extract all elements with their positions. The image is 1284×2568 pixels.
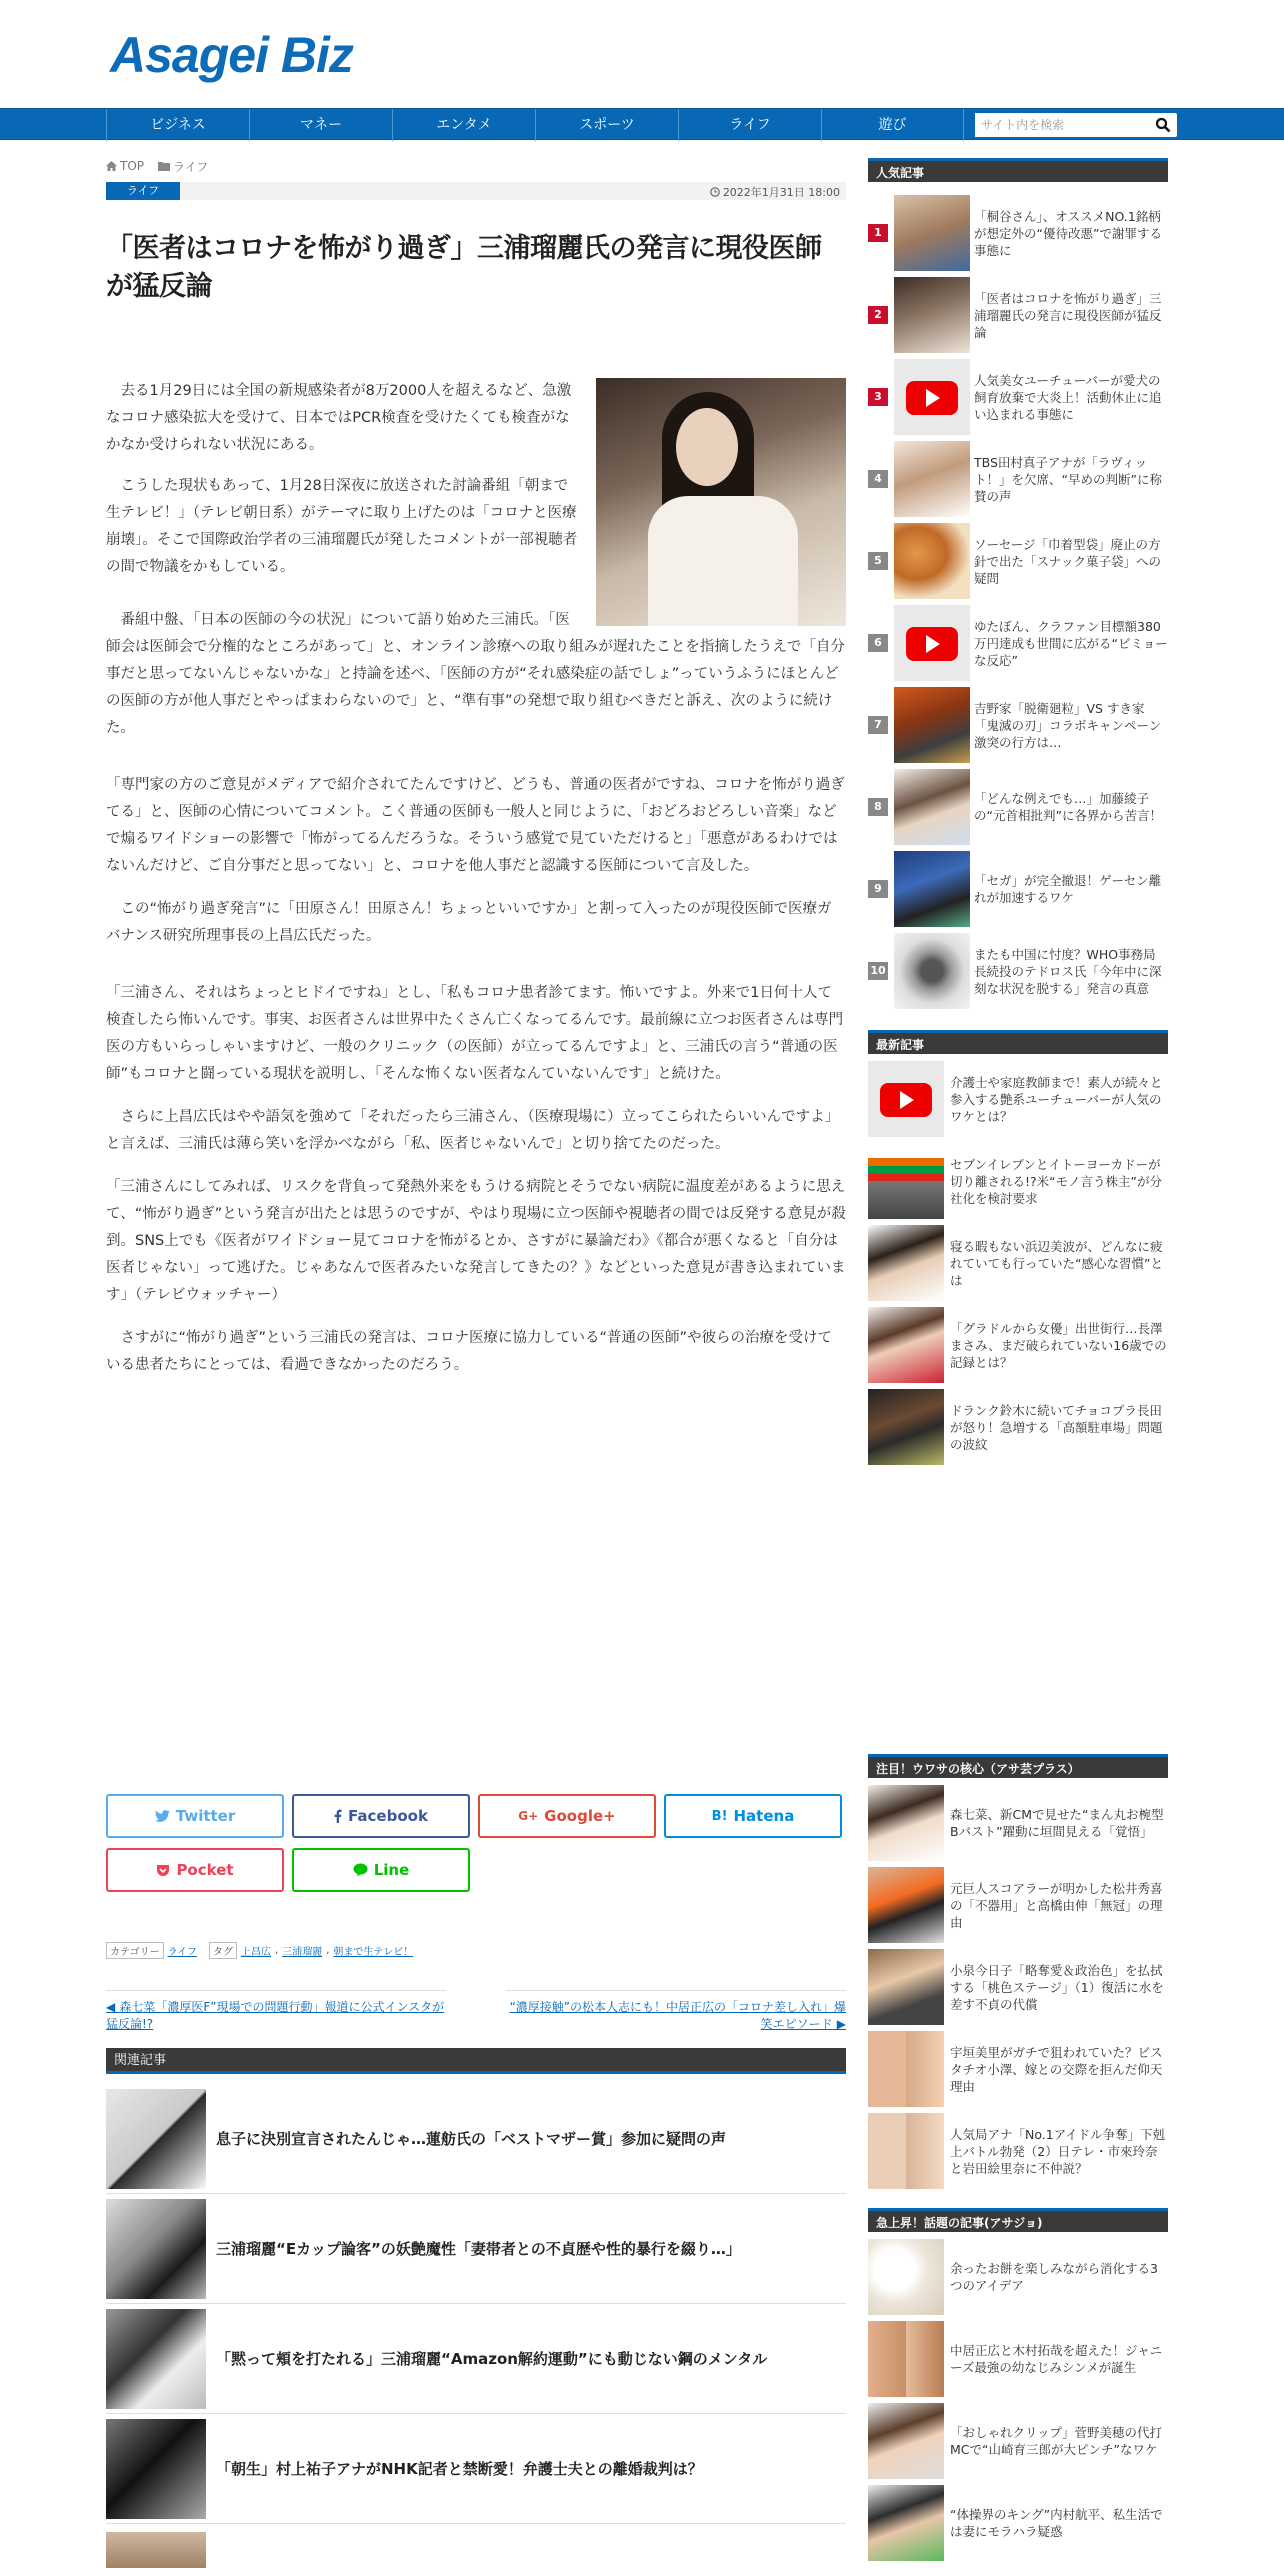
share-twitter-label: Twitter — [175, 1807, 236, 1825]
sidebar-latest — [868, 1030, 1168, 1468]
latest-thumbnail — [868, 1225, 944, 1301]
latest-item[interactable] — [868, 1058, 1168, 1140]
ranking-item[interactable] — [868, 684, 1168, 766]
article-body — [106, 378, 846, 1379]
ranking-title: TBS田村真子アナが「ラヴィット！」を欠席、“早めの判断”に称賛の声 — [974, 454, 1162, 504]
tag-label: タグ — [209, 1942, 237, 1959]
featured-title: 人気局アナ「No.1アイドル争奪」下剋上バトル勃発（2）日テレ・市來玲奈と岩田絵里奈に不仲説？ — [950, 2126, 1166, 2176]
ranking-thumbnail — [894, 441, 970, 517]
trending-thumbnail — [868, 2321, 944, 2397]
ranking-title: 「桐谷さん」、オススメNO.1銘柄が想定外の“優待改悪”で謝罪する事態に — [974, 208, 1162, 258]
ranking-title: 人気美女ユーチューバーが愛犬の飼育放棄で大炎上！活動休止に追い込まれる事態に — [974, 372, 1162, 422]
sidebar-featured — [868, 1754, 1168, 2192]
category-link[interactable]: ライフ — [167, 1947, 198, 1958]
trending-title: 「おしゃれクリップ」菅野美穂の代打MCで“山崎育三郎が大ピンチ”なワケ — [950, 2425, 1163, 2457]
twitter-icon — [155, 1810, 170, 1823]
rank-number: 9 — [868, 880, 888, 898]
featured-item[interactable] — [868, 2028, 1168, 2110]
article-paragraph: 「三浦さん、それはちょっとヒドイですね」とし、「私もコロナ患者診てます。怖いですよ。外来で1日何十人て検査したら怖いんです。事実、お医者さんは世界中たくさん亡くなってるんです。最前線に立つお医者さんは専門医の方もいらっしゃいますけど、一般のクリニック（の医師）が立ってるんですよ」と、三浦氏の言う“普通の医師”もコロナと闘っている現状を説明し、「そんな怖くない医者なんていないんです」と続けた。 — [106, 985, 844, 1082]
related-item[interactable] — [106, 2304, 846, 2414]
trending-thumbnail — [868, 2485, 944, 2561]
related-item[interactable] — [106, 2084, 846, 2194]
rank-number: 10 — [868, 962, 888, 980]
trending-item[interactable] — [868, 2236, 1168, 2318]
trending-thumbnail — [868, 2239, 944, 2315]
article-tags: カテゴリー ライフ タグ 上昌広 , 三浦瑠麗 , 朝まで生テレビ！ — [106, 1942, 413, 1959]
featured-item[interactable] — [868, 1864, 1168, 1946]
ranking-title: 「セガ」が完全撤退！ゲーセン離れが加速するワケ — [974, 873, 1162, 905]
category-badge[interactable]: ライフ — [106, 182, 180, 200]
trending-item[interactable] — [868, 2400, 1168, 2482]
tag-link[interactable]: 上昌広 — [241, 1947, 272, 1958]
article-paragraph: さらに上昌広氏はやや語気を強めて「それだったら三浦さん、（医療現場に）立ってこられたらいいんですよ」と言えば、三浦氏は薄ら笑いを浮かべながら「私、医者じゃないんで」と切り捨てたのだった。 — [106, 1109, 840, 1152]
related-thumbnail — [106, 2199, 206, 2299]
article-meta — [106, 182, 846, 200]
ranking-item[interactable] — [868, 602, 1168, 684]
youtube-icon — [868, 1061, 944, 1137]
featured-item[interactable] — [868, 2110, 1168, 2192]
related-thumbnail — [106, 2532, 206, 2568]
ranking-title: またも中国に忖度？WHO事務局長続投のテドロス氏「今年中に深刻な状況を脱する」発言の真意 — [974, 946, 1162, 996]
ranking-item[interactable] — [868, 520, 1168, 602]
nav-item-play[interactable]: 遊び — [821, 109, 964, 141]
search-input[interactable] — [975, 113, 1145, 137]
ranking-item[interactable] — [868, 438, 1168, 520]
ranking-title: 吉野家「脱衛廻粒」VS すき家「鬼滅の刃」コラボキャンペーン激突の行方は… — [974, 700, 1162, 750]
share-google-button[interactable] — [478, 1794, 656, 1838]
popular-heading: 人気記事 — [868, 158, 1168, 182]
rank-number: 5 — [868, 552, 888, 570]
latest-thumbnail — [868, 1307, 944, 1383]
ranking-title: ソーセージ「巾着型袋」廃止の方針で出た「スナック菓子袋」への疑問 — [974, 536, 1162, 586]
rank-number: 3 — [868, 388, 888, 406]
latest-thumbnail — [868, 1389, 944, 1465]
rank-number: 4 — [868, 470, 888, 488]
nav-item-money[interactable]: マネー — [249, 109, 392, 141]
ranking-title: 「医者はコロナを怖がり過ぎ」三浦瑠麗氏の発言に現役医師が猛反論 — [974, 290, 1162, 340]
ranking-thumbnail — [894, 195, 970, 271]
breadcrumb-category[interactable] — [158, 158, 208, 175]
article-paragraph: さすがに“怖がり過ぎ”という三浦氏の発言は、コロナ医療に協力している“普通の医師”や彼らの治療を受けている患者たちにとっては、看過できなかったのだろう。 — [106, 1330, 833, 1373]
featured-title: 宇垣美里がガチで狙われていた？ビスタチオ小澤、嫁との交際を拒んだ仰天理由 — [950, 2044, 1163, 2094]
arrow-left-icon: ◀ — [106, 2000, 120, 2014]
ranking-item[interactable] — [868, 356, 1168, 438]
next-article-title: “濃厚接触”の松本人志にも！中居正広の「コロナ差し入れ」爆笑エピソード — [509, 2000, 846, 2031]
featured-item[interactable] — [868, 1782, 1168, 1864]
featured-thumbnail — [868, 1949, 944, 2025]
related-thumbnail — [106, 2309, 206, 2409]
ranking-thumbnail — [894, 851, 970, 927]
related-thumbnail — [106, 2419, 206, 2519]
ranking-thumbnail — [894, 277, 970, 353]
ranking-item[interactable] — [868, 848, 1168, 930]
featured-thumbnail — [868, 1785, 944, 1861]
ranking-title: ゆたぼん、クラファン目標額380万円達成も世間に広がる“ビミョーな反応” — [974, 618, 1168, 668]
latest-thumbnail — [868, 1061, 944, 1137]
trending-title: 余ったお餅を楽しみながら消化する3つのアイデア — [950, 2261, 1158, 2293]
related-title: 息子に決別宣言されたんじゃ…蓮舫氏の「ベストマザー賞」参加に疑問の声 — [216, 2130, 727, 2148]
article-paragraph: 「三浦さんにしてみれば、リスクを背負って発熱外来をもうける病院とそうでない病院に温度差があるように思えて、“怖がり過ぎ”という発言が出たとは思うのですが、やはり現場に立つ医師や視聴者の間では反発する意見が殺到。SNS上でも《医者がワイドショー見てコロナを怖がるとか、さすがに暴論だわ》《都合が悪くなると「自分は医者じゃない」って逃げた。じゃあなんで医者みたいな発言してきたの？》などといった意見が書き込まれています」（テレビウォッチャー） — [106, 1179, 846, 1303]
article-hero-image — [596, 378, 846, 626]
trending-thumbnail — [868, 2403, 944, 2479]
ranking-item[interactable] — [868, 930, 1168, 1012]
share-hatena-button[interactable] — [664, 1794, 842, 1838]
latest-title: セブンイレブンとイトーヨーカドーが切り離される!?米“モノ言う株主”が分社化を検討要求 — [950, 1156, 1162, 1206]
share-line-button[interactable] — [292, 1848, 470, 1892]
latest-heading: 最新記事 — [868, 1030, 1168, 1054]
rank-number: 2 — [868, 306, 888, 324]
related-title: 「黙って頬を打たれる」三浦瑠麗“Amazon解約運動”にも動じない鋼のメンタル — [216, 2350, 768, 2368]
line-icon — [353, 1863, 368, 1877]
ranking-thumbnail — [894, 769, 970, 845]
ranking-thumbnail — [894, 359, 970, 435]
featured-title: 森七菜、新CMで見せた“まん丸お椀型Bバスト”躍動に垣間見える「覚悟」 — [950, 1807, 1164, 1839]
related-item[interactable] — [106, 2414, 846, 2524]
featured-title: 元巨人スコアラーが明かした松井秀喜の「不器用」と高橋由伸「無冠」の理由 — [950, 1880, 1163, 1930]
latest-item[interactable] — [868, 1222, 1168, 1304]
latest-thumbnail — [868, 1143, 944, 1219]
search-icon[interactable] — [1155, 117, 1171, 133]
rank-number: 7 — [868, 716, 888, 734]
nav-item-business[interactable]: ビジネス — [106, 109, 249, 141]
share-facebook-label: Facebook — [348, 1807, 428, 1825]
share-pocket-button[interactable] — [106, 1848, 284, 1892]
latest-item[interactable] — [868, 1304, 1168, 1386]
related-thumbnail — [106, 2089, 206, 2189]
latest-title: 「グラドルから女優」出世街行…長澤まさみ、まだ破られていない16歳での記録とは？ — [950, 1320, 1167, 1370]
share-line-label: Line — [373, 1861, 410, 1879]
share-twitter-button[interactable] — [106, 1794, 284, 1838]
share-google-label: Google+ — [544, 1807, 616, 1825]
site-header — [0, 0, 1284, 106]
site-logo[interactable]: Asagei Biz — [110, 27, 353, 83]
home-icon — [106, 161, 117, 171]
latest-item[interactable] — [868, 1140, 1168, 1222]
share-facebook-button[interactable] — [292, 1794, 470, 1838]
article-paragraph: こうした現状もあって、1月28日深夜に放送された討論番組「朝まで生テレビ！」（テレビ朝日系）がテーマに取り上げたのは「コロナと医療崩壊」。そこで国際政治学者の三浦瑠麗氏が発したコメントが一部視聴者の間で物議をかもしている。 — [106, 478, 578, 575]
latest-title: ドランク鈴木に続いてチョコプラ長田が怒り！急増する「高額駐車場」問題の波紋 — [950, 1402, 1163, 1452]
featured-thumbnail — [868, 1867, 944, 1943]
prev-article-link[interactable] — [106, 1990, 446, 2033]
next-article-link[interactable] — [506, 1990, 846, 2033]
latest-title: 介護士や家庭教師まで！素人が続々と参入する艶系ユーチューバーが人気のワケとは？ — [950, 1074, 1163, 1124]
breadcrumb — [106, 156, 846, 176]
rank-number: 1 — [868, 224, 888, 242]
global-nav — [0, 108, 1284, 140]
ranking-item[interactable] — [868, 192, 1168, 274]
youtube-icon — [894, 359, 970, 435]
featured-item[interactable] — [868, 1946, 1168, 2028]
folder-icon — [158, 161, 170, 171]
facebook-icon — [334, 1809, 342, 1823]
trending-title: 中居正広と木村拓哉を超えた！ジャニーズ最強の幼なじみシンメが誕生 — [950, 2343, 1163, 2375]
clock-icon — [710, 187, 720, 197]
latest-title: 寝る暇もない浜辺美波が、どんなに疲れていても行っていた“感心な習慣”とは — [950, 1238, 1163, 1288]
search-box — [975, 113, 1177, 137]
latest-item[interactable] — [868, 1386, 1168, 1468]
ranking-title: 「どんな例えでも…」加藤綾子の“元首相批判”に各界から苦言！ — [974, 791, 1162, 823]
featured-thumbnail — [868, 2113, 944, 2189]
ranking-thumbnail — [894, 605, 970, 681]
article-paragraph: 去る1月29日には全国の新規感染者が8万2000人を超えるなど、急激なコロナ感染拡大を受けて、日本ではPCR検査を受けたくても検査がなかなか受けられない状況にある。 — [106, 383, 572, 453]
ranking-thumbnail — [894, 933, 970, 1009]
sidebar-popular — [868, 158, 1168, 1012]
featured-thumbnail — [868, 2031, 944, 2107]
nav-item-entertainment[interactable]: エンタメ — [392, 109, 535, 141]
share-buttons — [106, 1794, 846, 1902]
google-plus-icon: G+ — [518, 1809, 539, 1823]
prev-article-title: 森七菜「濃厚医F”現場での問題行動」報道に公式インスタが猛反論!? — [106, 2000, 445, 2031]
trending-item[interactable] — [868, 2482, 1168, 2564]
pocket-icon — [156, 1864, 170, 1877]
nav-item-life[interactable]: ライフ — [678, 109, 821, 141]
trending-heading: 急上昇！話題の記事(アサジョ) — [868, 2208, 1168, 2232]
related-item[interactable] — [106, 2194, 846, 2304]
tag-link[interactable]: 三浦瑠麗 — [282, 1947, 323, 1958]
article-main — [106, 156, 846, 1395]
trending-item[interactable] — [868, 2318, 1168, 2400]
article-paragraph: 「専門家の方のご意見がメディアで紹介されてたんですけど、どうも、普通の医者がですね、コロナを怖がり過ぎてる」と、医師の心情についてコメント。こく普通の医師も一般人と同じように、「おどろおどろしい音楽」などで煽るワイドショーの影響で「怖がってるんだろうな。そういう感覚で見ていただけると」「悪意があるわけではないんだけど、ご自分事だと思ってない」と、コロナを他人事だと認識する医師について言及した。 — [106, 777, 845, 874]
rank-number: 8 — [868, 798, 888, 816]
featured-heading: 注目！ウワサの核心（アサ芸プラス） — [868, 1754, 1168, 1778]
article-title: 「医者はコロナを怖がり過ぎ」三浦瑠麗氏の発言に現役医師が猛反論 — [106, 233, 822, 302]
hatena-icon: B! — [711, 1808, 728, 1824]
youtube-icon — [894, 605, 970, 681]
ranking-item[interactable] — [868, 274, 1168, 356]
related-title: 三浦瑠麗“Eカップ論客”の妖艶魔性「妻帯者との不貞歴や性的暴行を綴り…」 — [216, 2240, 741, 2258]
breadcrumb-top-label: TOP — [120, 159, 145, 173]
ranking-thumbnail — [894, 687, 970, 763]
article-paragraph: 番組中盤、「日本の医師の今の状況」について語り始めた三浦氏。「医師会は医師会で分権的なところがあって」と、オンライン診療への取り組みが遅れたことを指摘したうえで「自分事だと思ってないんじゃないかな」と持論を述べ、「医師の方が“それ感染症の話でしょ”っていうふうにほとんどの医師の方が他人事だとやっぱまわらないので」と、“準有事”の発想で取り組むべきだと訴え、次のように続けた。 — [106, 612, 845, 736]
tag-link[interactable]: 朝まで生テレビ！ — [333, 1947, 414, 1958]
arrow-right-icon: ▶ — [832, 2017, 846, 2031]
ranking-item[interactable] — [868, 766, 1168, 848]
share-hatena-label: Hatena — [733, 1807, 795, 1825]
trending-title: “体操界のキング”内村航平、私生活では妻にモラハラ疑惑 — [950, 2507, 1163, 2539]
post-date-text: 2022年1月31日 18:00 — [722, 186, 840, 199]
article-paragraph: この“怖がり過ぎ発言”に「田原さん！田原さん！ちょっといいですか」と割って入ったのが現役医師で医療ガバナンス研究所理事長の上昌広氏だった。 — [106, 901, 832, 944]
category-label: カテゴリー — [106, 1942, 164, 1959]
breadcrumb-category-label: ライフ — [173, 159, 209, 174]
share-pocket-label: Pocket — [176, 1861, 234, 1879]
sidebar-trending — [868, 2208, 1168, 2564]
breadcrumb-top[interactable] — [106, 159, 144, 173]
related-heading: 関連記事 — [106, 2048, 846, 2074]
featured-title: 小泉今日子「略奪愛＆政治色」を払拭する「桃色ステージ」（1）復活に水を差す不貞の代償 — [950, 1962, 1164, 2012]
rank-number: 6 — [868, 634, 888, 652]
related-title: 「朝生」村上祐子アナがNHK記者と禁断愛！弁護士夫との離婚裁判は？ — [216, 2460, 703, 2478]
post-date — [710, 184, 840, 200]
nav-item-sports[interactable]: スポーツ — [535, 109, 678, 141]
ranking-thumbnail — [894, 523, 970, 599]
